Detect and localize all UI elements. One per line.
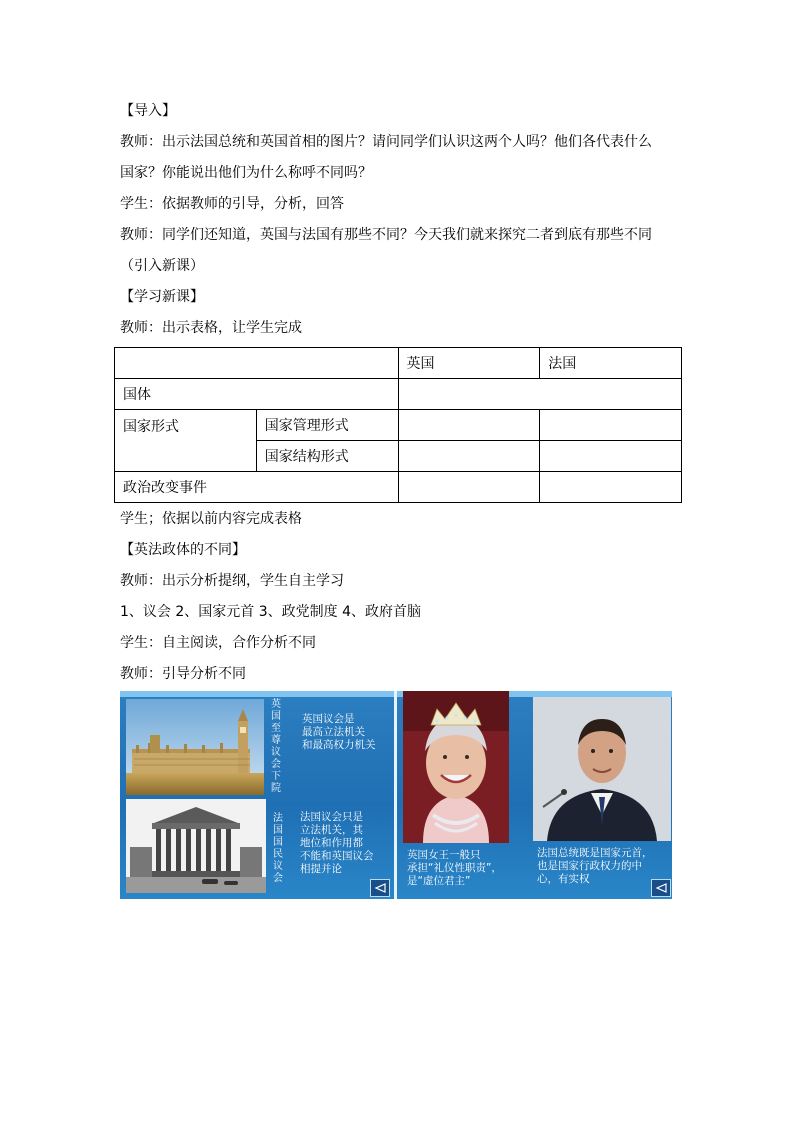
table-cell bbox=[398, 441, 540, 472]
caption-line: 英国议会是 bbox=[302, 713, 355, 725]
table-cell: 政治改变事件 bbox=[115, 472, 399, 503]
caption-line: 不能和英国议会 bbox=[300, 850, 374, 862]
uk-parliament-photo bbox=[126, 699, 264, 795]
paragraph-line: 国家？你能说出他们为什么称呼不同吗？ bbox=[120, 165, 372, 181]
paragraph-line: 教师：出示法国总统和英国首相的图片？请问同学们认识这两个人吗？他们各代表什么 bbox=[120, 134, 652, 150]
table-cell bbox=[540, 472, 682, 503]
back-arrow-icon bbox=[655, 883, 667, 893]
queen-photo bbox=[403, 691, 509, 843]
document-body bbox=[120, 96, 690, 690]
paragraph-line: 1、议会 2、国家元首 3、政党制度 4、政府首脑 bbox=[120, 604, 421, 620]
back-arrow-icon bbox=[374, 883, 386, 893]
fr-assembly-photo bbox=[126, 799, 266, 893]
table-cell bbox=[398, 379, 682, 410]
paragraph-line: 学生；依据以前内容完成表格 bbox=[120, 511, 302, 527]
table-cell bbox=[540, 410, 682, 441]
table-header-uk: 英国 bbox=[398, 348, 540, 379]
queen-image bbox=[403, 691, 509, 843]
table-cell bbox=[398, 472, 540, 503]
table-cell: 国体 bbox=[115, 379, 399, 410]
table-cell: 国家结构形式 bbox=[256, 441, 398, 472]
table-row bbox=[115, 472, 682, 503]
caption-line: 英国女王一般只 bbox=[407, 849, 481, 861]
paragraph-line: 学生：依据教师的引导，分析，回答 bbox=[120, 196, 344, 212]
queen-caption bbox=[407, 849, 517, 888]
head-of-state-panel bbox=[397, 691, 672, 899]
fr-assembly-image bbox=[126, 799, 266, 893]
fr-assembly-caption bbox=[300, 811, 392, 876]
caption-line: 和最高权力机关 bbox=[302, 739, 376, 751]
paragraph-line: 教师：同学们还知道，英国与法国有那些不同？今天我们就来探究二者到底有那些不同 bbox=[120, 227, 652, 243]
caption-line: 最高立法机关 bbox=[302, 726, 365, 738]
caption-line: 法国议会只是 bbox=[300, 811, 363, 823]
table-cell: 国家形式 bbox=[115, 410, 257, 472]
heading-new-lesson: 【学习新课】 bbox=[120, 289, 204, 305]
caption-line: 法国总统既是国家元首， bbox=[537, 847, 653, 859]
table-cell bbox=[540, 441, 682, 472]
paragraph-line: 学生：自主阅读，合作分析不同 bbox=[120, 635, 316, 651]
table-cell bbox=[398, 410, 540, 441]
back-button[interactable] bbox=[651, 879, 671, 897]
uk-parliament-label: 英国至尊议会下院 bbox=[271, 699, 281, 794]
back-button[interactable] bbox=[370, 879, 390, 897]
caption-line: 立法机关，其 bbox=[300, 824, 363, 836]
parliament-panel bbox=[120, 691, 394, 899]
table-row bbox=[115, 348, 682, 379]
paragraph-line: （引入新课） bbox=[120, 258, 204, 274]
table-cell bbox=[115, 348, 399, 379]
uk-parliament-caption bbox=[302, 713, 390, 752]
caption-line: 承担“礼仪性职责”， bbox=[407, 862, 502, 874]
president-image bbox=[533, 697, 671, 841]
caption-line: 地位和作用都 bbox=[300, 837, 363, 849]
fr-assembly-label: 法国国民议会 bbox=[273, 813, 283, 884]
table-cell: 国家管理形式 bbox=[256, 410, 398, 441]
president-photo bbox=[533, 697, 671, 841]
panel-highlight bbox=[120, 691, 394, 697]
caption-line: 相提并论 bbox=[300, 863, 342, 875]
caption-line: 也是国家行政权力的中 bbox=[537, 860, 642, 872]
paragraph-line: 教师：引导分析不同 bbox=[120, 666, 246, 682]
uk-parliament-image bbox=[126, 699, 264, 795]
table-row bbox=[115, 410, 682, 441]
paragraph-line: 教师：出示分析提纲，学生自主学习 bbox=[120, 573, 344, 589]
comparison-table bbox=[114, 347, 682, 503]
caption-line: 心，有实权 bbox=[537, 873, 590, 885]
caption-line: 是“虚位君主” bbox=[407, 875, 471, 887]
paragraph-line: 教师：出示表格，让学生完成 bbox=[120, 320, 302, 336]
comparison-figure bbox=[120, 691, 672, 899]
heading-polity-difference: 【英法政体的不同】 bbox=[120, 542, 246, 558]
table-row bbox=[115, 379, 682, 410]
table-header-fr: 法国 bbox=[540, 348, 682, 379]
heading-intro: 【导入】 bbox=[120, 103, 176, 119]
